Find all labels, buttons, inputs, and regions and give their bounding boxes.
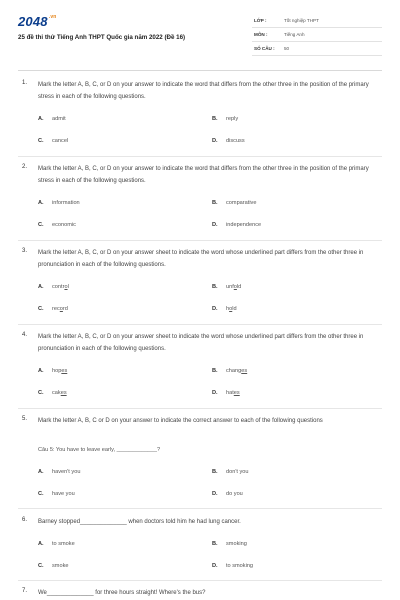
option-d[interactable]: D. hates [212,390,240,396]
site-logo[interactable] [18,14,57,29]
meta-label: SỐ CÂU : [254,46,275,51]
question-number: 6. [22,517,28,523]
meta-count-row [252,42,382,56]
option-b[interactable]: B. comparative [212,200,257,206]
option-c[interactable]: C. have you [38,491,75,497]
question-text: Mark the letter A, B, C, or D on your answer sheet to indicate the word whose underlined part differs from the other three in pronunciation in each of the following questions. [38,334,364,352]
question-divider [18,240,382,241]
question-text: Mark the letter A, B, C, or D on your answer sheet to indicate the word whose underlined part differs from the other three in pronunciation in each of the following questions. [38,250,364,268]
question-number: 5. [22,416,28,422]
document-title: 25 đề thi thử Tiếng Anh THPT Quốc gia năm 2022 (Đề 16) [18,34,186,41]
meta-value: Tiếng Anh [284,32,305,37]
question-number: 3. [22,248,28,254]
option-a[interactable]: A. haven't you [38,469,81,475]
option-b[interactable]: B. unfold [212,284,242,290]
option-a[interactable]: A. admit [38,116,66,122]
question-divider [18,324,382,325]
question-number: 1. [22,80,28,86]
page-header [0,0,400,66]
question-number: 7. [22,588,28,594]
meta-label: LỚP : [254,18,267,23]
option-a[interactable]: A. hopes [38,368,68,374]
option-d[interactable]: D. to smoking [212,563,254,569]
option-d[interactable]: D. discuss [212,138,245,144]
logo-suffix: .vn [48,14,57,20]
option-b[interactable]: B. don't you [212,469,249,475]
option-c[interactable]: C. cakes [38,390,67,396]
meta-class-row [252,14,382,28]
header-divider [18,70,382,71]
meta-label: MÔN : [254,32,268,37]
question-number: 2. [22,164,28,170]
option-c[interactable]: C. cancel [38,138,69,144]
option-d[interactable]: D. do you [212,491,243,497]
question-number: 4. [22,332,28,338]
question-prompt: Câu 5: You have to leave early, _____________? [38,447,161,453]
question-text: Barney stopped______________ when doctors told him he had lung cancer. [38,519,241,525]
option-d[interactable]: D. independence [212,222,262,228]
question-divider [18,156,382,157]
option-b[interactable]: B. smoking [212,541,247,547]
meta-value: Tốt nghiệp THPT [284,18,319,23]
logo-text: 2048 [18,14,48,29]
option-b[interactable]: B. reply [212,116,239,122]
option-a[interactable]: A. information [38,200,80,206]
option-a[interactable]: A. control [38,284,69,290]
option-c[interactable]: C. smoke [38,563,69,569]
option-a[interactable]: A. to smoke [38,541,75,547]
option-d[interactable]: D. hold [212,306,237,312]
meta-subject-row [252,28,382,42]
question-text: Mark the letter A, B, C, or D on your answer to indicate the word that differs from the other three in the position of the primary stress in each of the following questions. [38,166,369,184]
question-text: Mark the letter A, B, C, or D on your answer to indicate the word that differs from the other three in the position of the primary stress in each of the following questions. [38,82,369,100]
question-text: Mark the letter A, B, C or D on your answer to indicate the correct answer to each of the following questions [38,418,323,424]
option-c[interactable]: C. economic [38,222,76,228]
question-divider [18,580,382,581]
option-c[interactable]: C. record [38,306,68,312]
meta-value: 50 [284,46,290,51]
question-text: We______________ for three hours straight! Where's the bus? [38,590,206,596]
option-b[interactable]: B. changes [212,368,248,374]
question-divider [18,508,382,509]
question-divider [18,408,382,409]
